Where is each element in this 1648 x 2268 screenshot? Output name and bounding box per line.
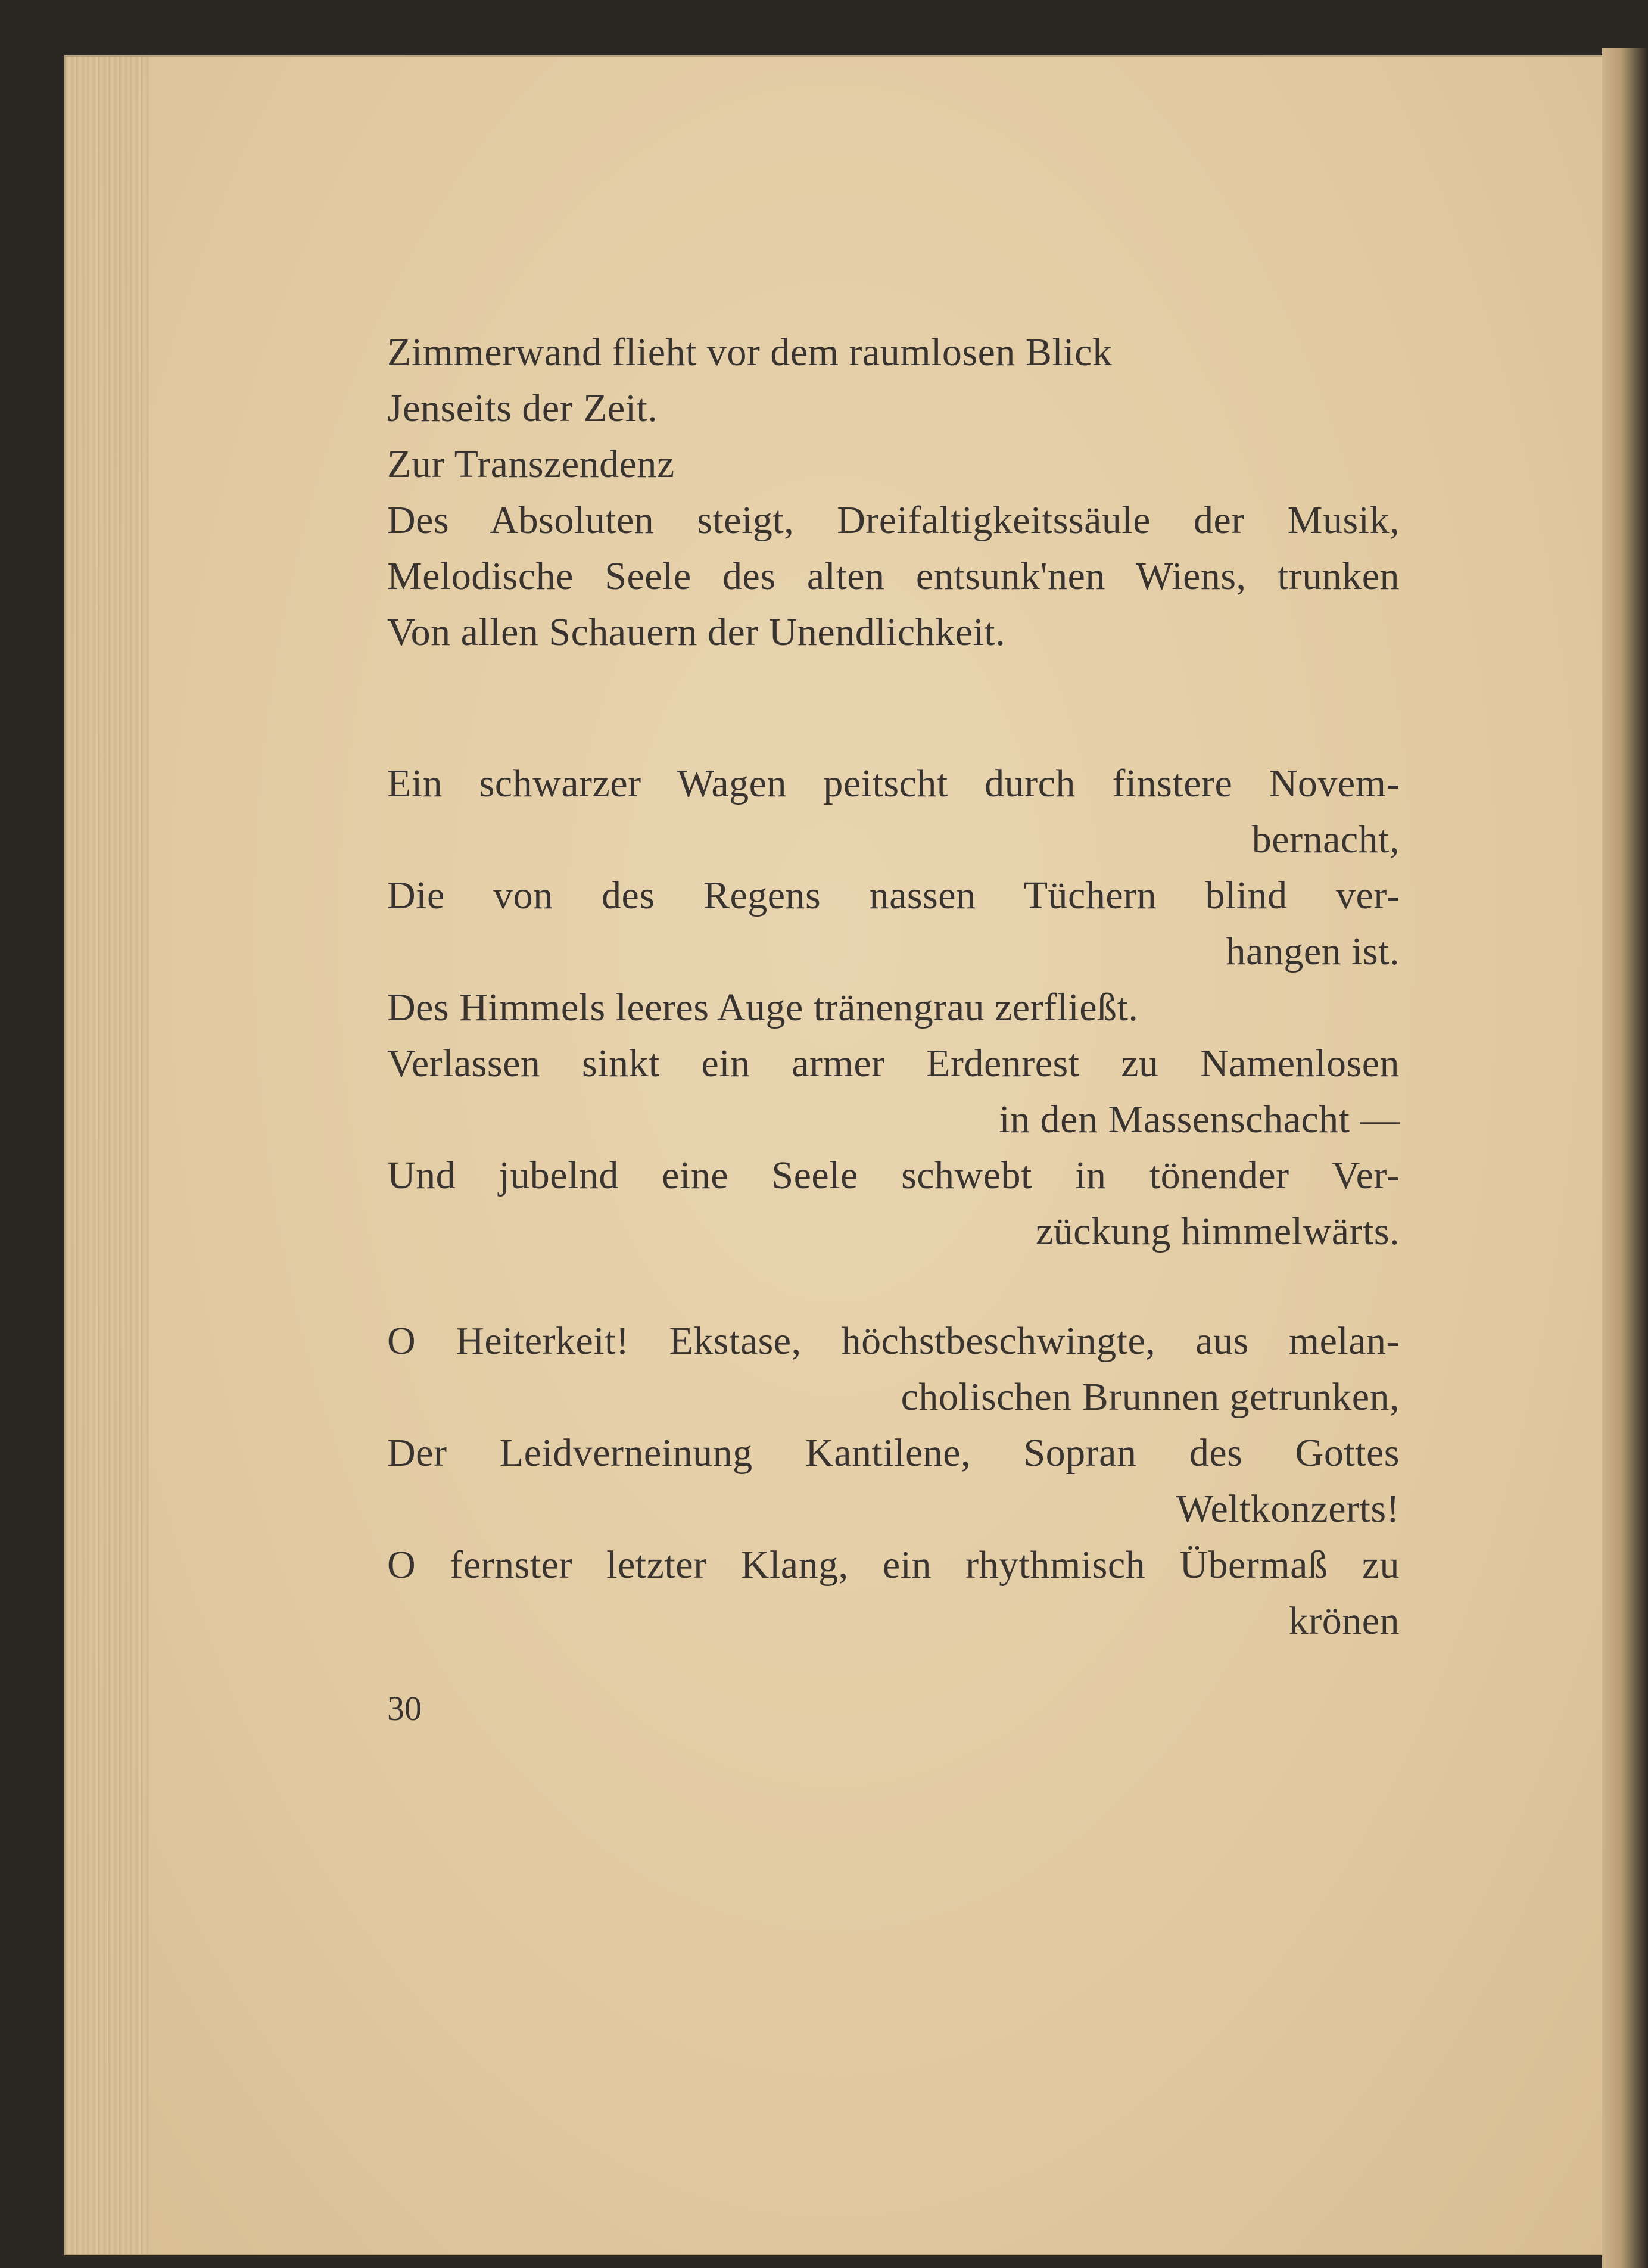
- stanza-gap: [387, 1260, 1400, 1313]
- poem-line: Des Absoluten steigt, Dreifaltigkeitssäule der Musik,: [387, 499, 1400, 542]
- poem-line: zückung himmelwärts.: [1035, 1210, 1400, 1253]
- poem-line: Verlassen sinkt ein armer Erdenrest zu Namenlosen: [387, 1042, 1400, 1085]
- poem-line: in den Massenschacht —: [999, 1098, 1400, 1141]
- poem-line: O fernster letzter Klang, ein rhythmisch Übermaß zu: [387, 1543, 1400, 1587]
- poem-line: Und jubelnd eine Seele schwebt in tönender Ver-: [387, 1154, 1400, 1197]
- poem-line: O Heiterkeit! Ekstase, höchstbeschwingte, aus melan-: [387, 1319, 1400, 1363]
- poem-line: Von allen Schauern der Unendlichkeit.: [387, 610, 1006, 654]
- poem-line: bernacht,: [1251, 818, 1400, 861]
- poem-line: Des Himmels leeres Auge tränengrau zerfließt.: [387, 986, 1139, 1029]
- poem-line: Zur Transzendenz: [387, 443, 675, 486]
- poem-line: cholischen Brunnen getrunken,: [901, 1375, 1400, 1419]
- poem-text: [387, 325, 1400, 1649]
- poem-line: hangen ist.: [1226, 930, 1400, 973]
- stanza-gap: [387, 661, 1400, 756]
- poem-line: Zimmerwand flieht vor dem raumlosen Blick: [387, 331, 1113, 374]
- poem-line: Die von des Regens nassen Tüchern blind ver-: [387, 874, 1400, 917]
- poem-line: Weltkonzerts!: [1176, 1487, 1400, 1531]
- poem-line: Jenseits der Zeit.: [387, 387, 658, 430]
- poem-line: Der Leidverneinung Kantilene, Sopran des Gottes: [387, 1431, 1400, 1475]
- page-number: 30: [387, 1689, 422, 1728]
- poem-line: Melodische Seele des alten entsunk'nen Wiens, trunken: [387, 554, 1400, 598]
- poem-line: krönen: [1288, 1599, 1400, 1643]
- book-binding-edge: [1602, 48, 1648, 2268]
- page-stack-edges: [66, 57, 149, 2254]
- poem-line: Ein schwarzer Wagen peitscht durch finstere Novem-: [387, 762, 1400, 805]
